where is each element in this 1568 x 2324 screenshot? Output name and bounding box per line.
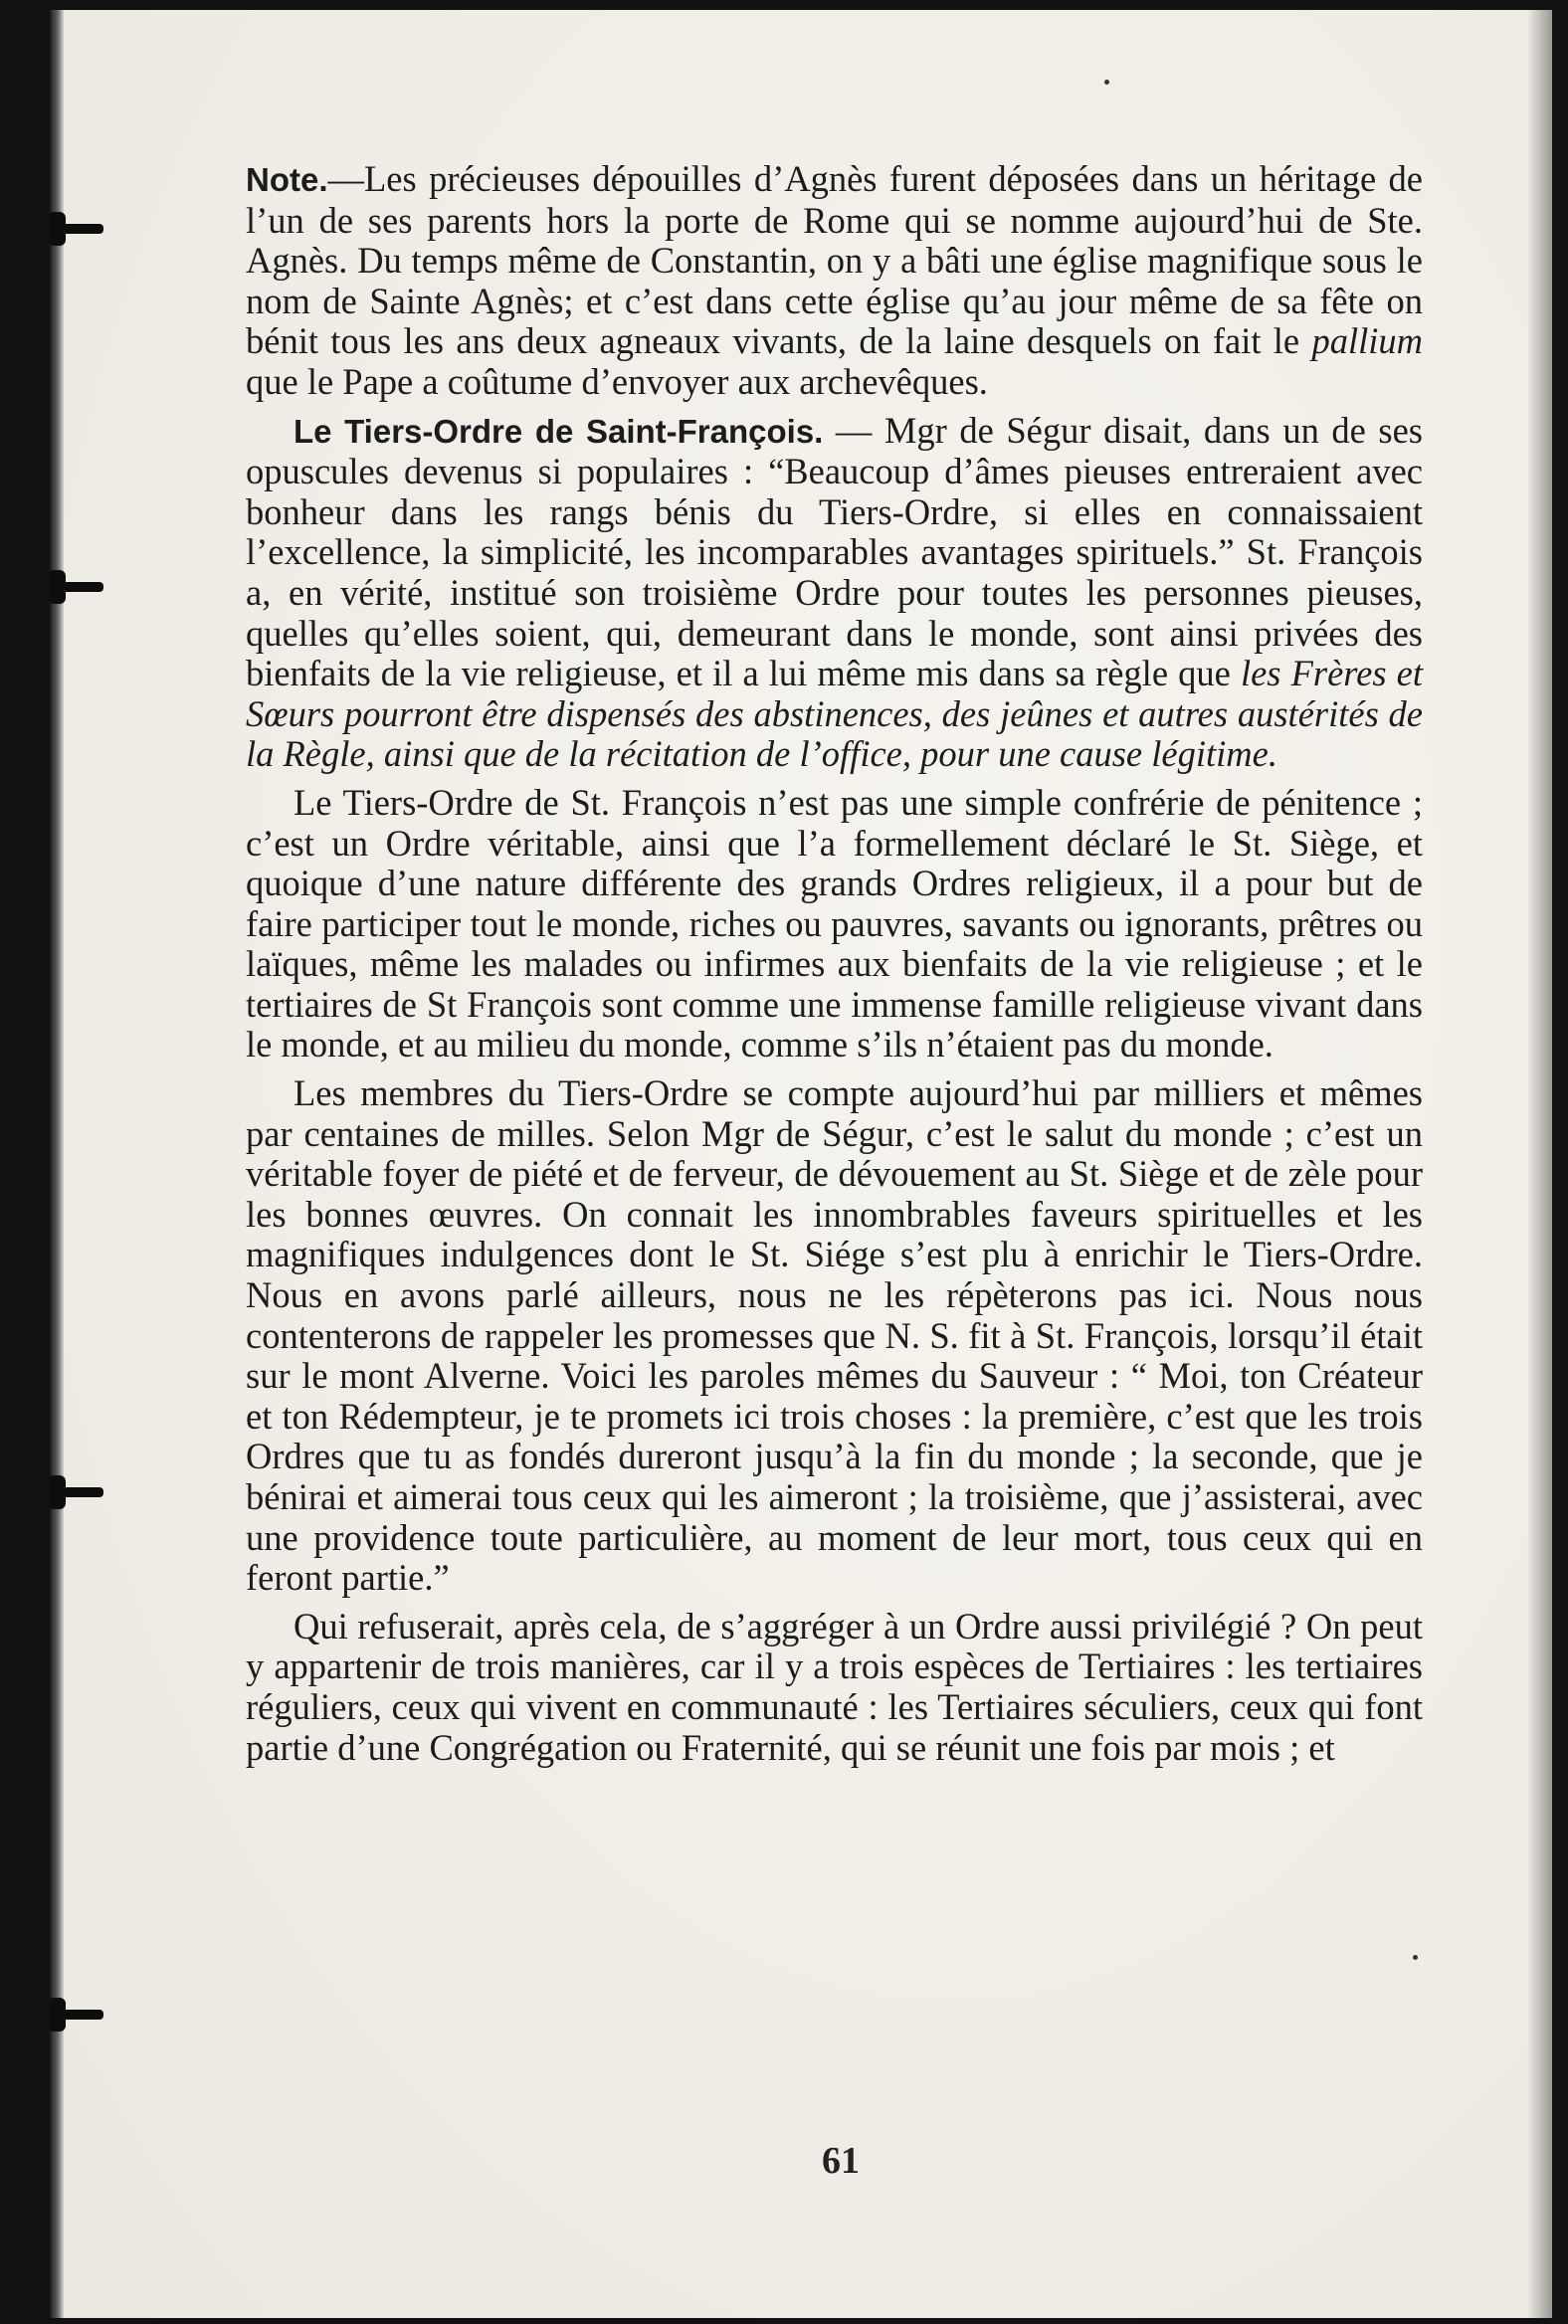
- body-text: [246, 159, 1423, 1768]
- paragraph: Le Tiers-Ordre de St. François n’est pas une simple confrérie de pénitence ; c’est un Ordre véritable, ainsi que l’a formellement déclaré le St. Siège, et quoique d’une nature différente des grands Ordres religieux, il a pour but de faire participer tout le monde, riches ou pauvres, savants ou ignorants, prêtres ou laïques, même les malades ou infirmes aux bienfaits de la vie religieuse ; et le tertiaires de St François sont comme une immense famille religieuse vivant dans le monde, et au milieu du monde, comme s’ils n’étaient pas du monde.: [246, 781, 1423, 1065]
- paragraph: Les membres du Tiers-Ordre se compte aujourd’hui par milliers et mêmes par centaines de milles. Selon Mgr de Ségur, c’est le salut du monde ; c’est un véritable foyer de piété et de ferveur, de dévouement au St. Siège et de zèle pour les bonnes œuvres. On connait les innombrables faveurs spirituelles et les magnifiques indulgences dont le St. Siége s’est plu à enrichir le Tiers-Ordre. Nous en avons parlé ailleurs, nous ne les répèterons pas ici. Nous nous contenterons de rappeler les promesses que N. S. fit à St. François, lorsqu’il était sur le mont Alverne. Voici les paroles mêmes du Sauveur : “ Moi, ton Créateur et ton Rédempteur, je te promets ici trois choses : la première, c’est que les trois Ordres que tu as fondés dureront jusqu’à la fin du monde ; la seconde, que je bénirai et aimerai tous ceux qui les aimeront ; la troisième, que j’assisterai, avec une providence toute particulière, au moment de leur mort, tous ceux qui en feront partie.”: [246, 1072, 1423, 1599]
- scanned-page: [50, 10, 1552, 2318]
- paragraph-tiers-ordre: [246, 411, 1423, 775]
- paragraph: Qui refuserait, après cela, de s’aggréger à un Ordre aussi privilégié ? On peut y appartenir de trois manières, car il y a trois espèces de Tertiaires : les tertiaires réguliers, ceux qui vivent en communauté : les Tertiaires séculiers, ceux qui font partie d’une Congrégation ou Fraternité, qui se réunit une fois par mois ; et: [246, 1605, 1423, 1768]
- binder-ring-mark: [50, 1487, 103, 1497]
- italic-quote: les Frères et Sœurs pourront être dispensés des abstinences, des jeûnes et autres austérités de la Règle, ainsi que de la récitation de l’office, pour une cause légitime.: [246, 653, 1423, 775]
- paragraph-tail: que le Pape a coûtume d’envoyer aux archevêques.: [246, 360, 988, 402]
- scan-speck: [1413, 1955, 1418, 1960]
- binder-ring-mark: [50, 582, 103, 592]
- italic-term: pallium: [1311, 320, 1423, 362]
- page-edge: [1528, 10, 1552, 2318]
- section-heading: Le Tiers-Ordre de Saint-François.: [294, 412, 824, 450]
- paragraph-text: —Les précieuses dépouilles d’Agnès furent déposées dans un héritage de l’un de ses parents hors la porte de Rome qui se nomme aujourd’hui de Ste. Agnès. Du temps même de Constantin, on y a bâti une église magnifique sous le nom de Sainte Agnès; et c’est dans cette église qu’au jour même de sa fête on bénit tous les ans deux agneaux vivants, de la laine desquels on fait le: [246, 158, 1423, 362]
- scan-speck: [1104, 80, 1109, 85]
- binder-ring-mark: [50, 224, 103, 234]
- binding-gutter: [50, 10, 64, 2318]
- paragraph-lead: Note.: [246, 161, 328, 198]
- paragraph-text: — Mgr de Ségur disait, dans un de ses opuscules devenus si populaires : “Beaucoup d’âmes pieuses entreraient avec bonheur dans les rangs bénis du Tiers-Ordre, si elles en connaissaient l’excellence, la simplicité, les incomparables avantages spirituels.” St. François a, en vérité, institué son troisième Ordre pour toutes les personnes pieuses, quelles qu’elles soient, qui, demeurant dans le monde, sont ainsi privées des bienfaits de la vie religieuse, et il a lui même mis dans sa règle que: [246, 409, 1423, 694]
- binder-ring-mark: [50, 2010, 103, 2020]
- page-number: 61: [822, 2140, 860, 2182]
- paragraph-note: [246, 159, 1423, 403]
